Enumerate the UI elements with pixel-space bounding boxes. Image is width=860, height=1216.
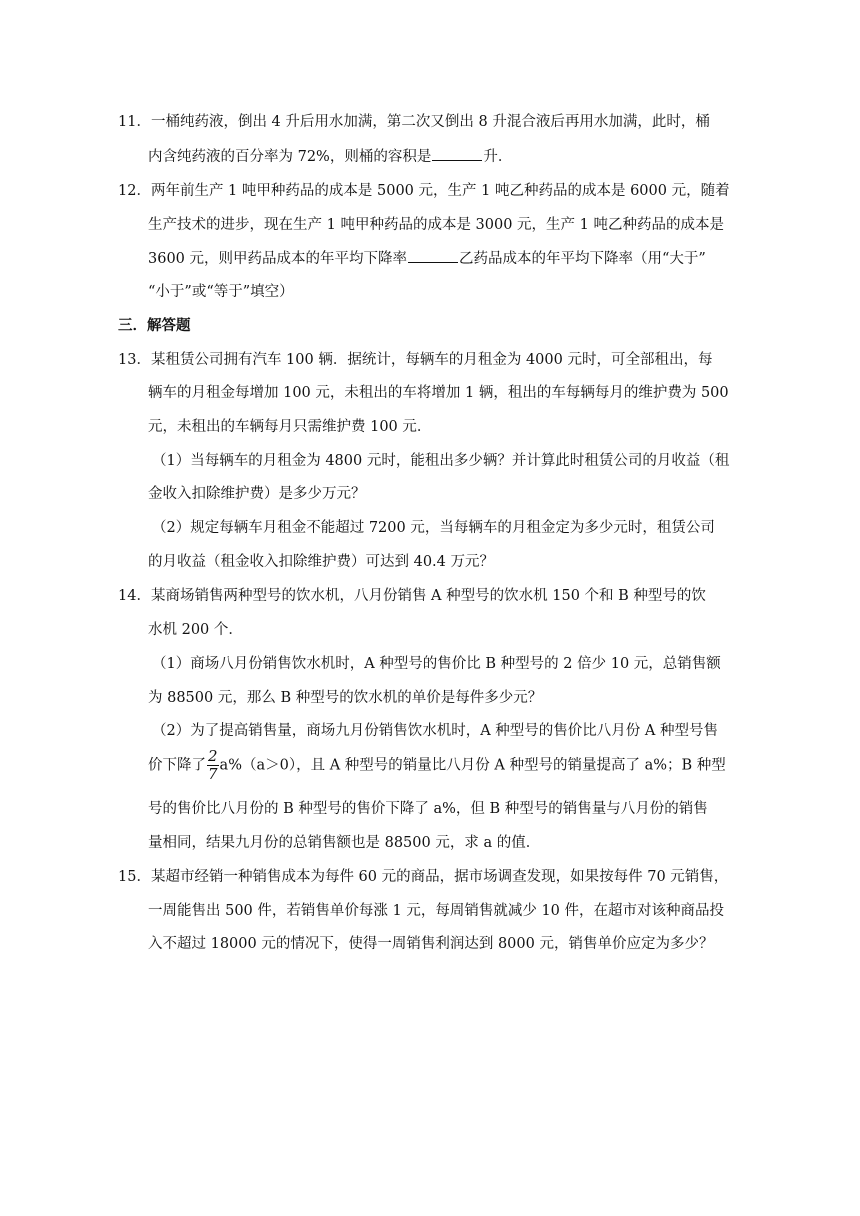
fraction xyxy=(207,748,219,783)
q14-line-2: 水机 200 个． xyxy=(148,622,243,638)
fraction-numerator: 2 xyxy=(208,747,218,765)
q14-part1-line-2: 为 88500 元，那么 B 种型号的饮水机的单价是每件多少元？ xyxy=(148,690,543,706)
q13-part2-line-2: 的月收益（租金收入扣除维护费）可达到 40.4 万元？ xyxy=(148,554,495,570)
q12-line-4: “小于”或“等于”填空） xyxy=(148,284,294,300)
q11-answer-blank xyxy=(432,146,482,161)
q12-answer-blank xyxy=(408,248,458,263)
q14-text-b: a%（a＞0），且 A 种型号的销量比八月份 A 种型号的销量提高了 a%；B 种型 xyxy=(219,757,726,774)
q14-part2-line-4: 量相同，结果九月份的总销售额也是 88500 元，求 a 的值． xyxy=(148,835,541,851)
q15-line-1: 15．某超市经销一种销售成本为每件 60 元的商品，据市场调查发现，如果按每件 70 元销售， xyxy=(118,869,729,885)
q12-line-2: 生产技术的进步，现在生产 1 吨甲种药品的成本是 3000 元，生产 1 吨乙种药品的成本是 xyxy=(148,217,725,233)
q14-part1-line-1: （1）商场八月份销售饮水机时，A 种型号的售价比 B 种型号的 2 倍少 10 元，总销售额 xyxy=(152,656,721,672)
q12-line-1: 12．两年前生产 1 吨甲种药品的成本是 5000 元，生产 1 吨乙种药品的成本是 6000 元，随着 xyxy=(118,183,730,199)
fraction-denominator: 7 xyxy=(208,765,218,783)
q13-part1-line-1: （1）当每辆车的月租金为 4800 元时，能租出多少辆？并计算此时租赁公司的月收益（租 xyxy=(152,453,730,469)
q14-text-a: 价下降了 xyxy=(148,757,206,774)
q15-line-2: 一周能售出 500 件，若销售单价每涨 1 元，每周销售就减少 10 件，在超市对该种商品投 xyxy=(148,903,725,919)
q14-part2-line-3: 号的售价比八月份的 B 种型号的售价下降了 a%，但 B 种型号的销售量与八月份的销售 xyxy=(148,801,708,817)
q11-line-2 xyxy=(148,146,512,167)
q13-part2-line-1: （2）规定每辆车月租金不能超过 7200 元，当每辆车的月租金定为多少元时，租赁公司 xyxy=(152,520,715,536)
q14-line-1: 14．某商场销售两种型号的饮水机，八月份销售 A 种型号的饮水机 150 个和 B 种型号的饮 xyxy=(118,588,706,604)
q11-text-a: 内含纯药液的百分率为 72%，则桶的容积是 xyxy=(148,149,432,165)
q12-text-a: 3600 元，则甲药品成本的年平均下降率 xyxy=(148,251,408,267)
q13-line-2: 辆车的月租金每增加 100 元，未租出的车将增加 1 辆，租出的车每辆每月的维护费为 500 xyxy=(148,385,729,401)
q12-text-b: 乙药品成本的年平均下降率（用“大于” xyxy=(459,251,706,267)
q11-text-b: 升． xyxy=(483,149,513,165)
q13-line-1: 13．某租赁公司拥有汽车 100 辆．据统计，每辆车的月租金为 4000 元时，可全部租出，每 xyxy=(118,352,713,368)
section-heading: 三．解答题 xyxy=(118,317,191,334)
q13-part1-line-2: 金收入扣除维护费）是多少万元？ xyxy=(148,486,366,502)
q14-part2-line-2 xyxy=(148,748,726,783)
q13-line-3: 元，未租出的车辆每月只需维护费 100 元． xyxy=(148,419,432,435)
q11-line-1: 11．一桶纯药液，倒出 4 升后用水加满，第二次又倒出 8 升混合液后再用水加满，此时，桶 xyxy=(118,114,710,130)
q12-line-3 xyxy=(148,248,706,269)
q15-line-3: 入不超过 18000 元的情况下，使得一周销售利润达到 8000 元，销售单价应定为多少？ xyxy=(148,936,714,952)
q14-part2-line-1: （2）为了提高销售量，商场九月份销售饮水机时，A 种型号的售价比八月份 A 种型号售 xyxy=(152,723,718,739)
